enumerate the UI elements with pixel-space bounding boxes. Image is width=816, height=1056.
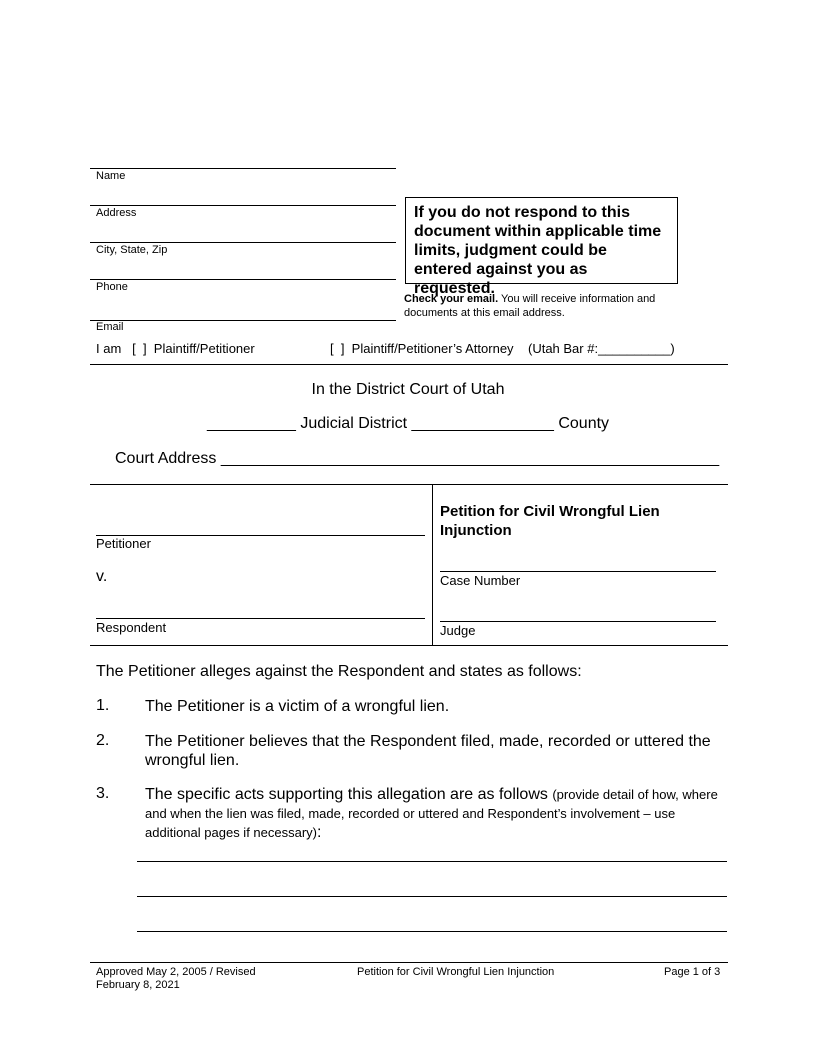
item-text	[145, 785, 720, 842]
item-text: The Petitioner believes that the Respondent filed, made, recorded or uttered the wrongful lien.	[145, 733, 711, 769]
item-main-text: The specific acts supporting this allegation are as follows	[145, 786, 548, 803]
answer-line[interactable]	[137, 931, 727, 932]
case-number-label: Case Number	[440, 573, 521, 588]
name-line[interactable]	[90, 168, 396, 169]
case-number-line[interactable]	[440, 571, 716, 572]
item-text: The Petitioner is a victim of a wrongful lien.	[145, 698, 450, 715]
petitioner-label: Petitioner	[96, 536, 151, 551]
footer-divider	[90, 962, 728, 963]
email-label: Email	[96, 321, 124, 333]
court-address-line[interactable]: Court Address ________________________________________________________	[115, 450, 720, 467]
footer-approved-date: Approved May 2, 2005 / Revised February 8, 2021	[96, 966, 256, 991]
default-judgment-warning: If you do not respond to this document within applicable time limits, judgment could be entered against you as requested.	[405, 197, 678, 284]
city-line[interactable]	[90, 242, 396, 243]
caption-top-line	[90, 484, 728, 485]
name-label: Name	[96, 170, 126, 182]
check-email-bold: Check your email.	[404, 293, 499, 305]
city-label: City, State, Zip	[96, 244, 168, 256]
item-instruction-note: (provide detail of how, where and when the lien was filed, made, recorded or uttered and Respondent’s involvement – use additional pages if necessary)	[145, 787, 718, 840]
caption-divider	[432, 485, 433, 645]
answer-line[interactable]	[137, 896, 727, 897]
phone-label: Phone	[96, 281, 128, 293]
address-line[interactable]	[90, 205, 396, 206]
respondent-label: Respondent	[96, 620, 167, 635]
respondent-line[interactable]	[96, 618, 425, 619]
item-number: 1.	[96, 697, 110, 714]
judge-line[interactable]	[440, 621, 716, 622]
caption-bottom-line	[90, 645, 728, 646]
answer-line[interactable]	[137, 861, 727, 862]
role-attorney-checkbox[interactable]: [ ] Plaintiff/Petitioner’s Attorney (Utah Bar #:__________)	[330, 341, 675, 356]
item-number: 3.	[96, 785, 110, 802]
item-colon: :	[317, 824, 322, 841]
item-number: 2.	[96, 732, 110, 749]
judge-label: Judge	[440, 623, 476, 638]
address-label: Address	[96, 207, 137, 219]
district-county-line[interactable]: __________ Judicial District ________________ County	[206, 415, 610, 432]
court-title: In the District Court of Utah	[311, 381, 505, 398]
role-petitioner-checkbox[interactable]: I am [ ] Plaintiff/Petitioner	[96, 341, 255, 356]
email-line[interactable]	[90, 320, 396, 321]
check-email-note	[404, 292, 704, 320]
document-title: Petition for Civil Wrongful Lien Injunction	[440, 503, 660, 539]
phone-line[interactable]	[90, 279, 396, 280]
check-email-text: You will receive information and documents at this email address.	[404, 293, 656, 319]
header-divider	[90, 364, 728, 365]
versus-label: v.	[96, 568, 108, 585]
intro-paragraph: The Petitioner alleges against the Respondent and states as follows:	[96, 663, 582, 680]
footer-page-number: Page 1 of 3	[664, 966, 721, 978]
footer-form-title: Petition for Civil Wrongful Lien Injunction	[357, 966, 555, 978]
